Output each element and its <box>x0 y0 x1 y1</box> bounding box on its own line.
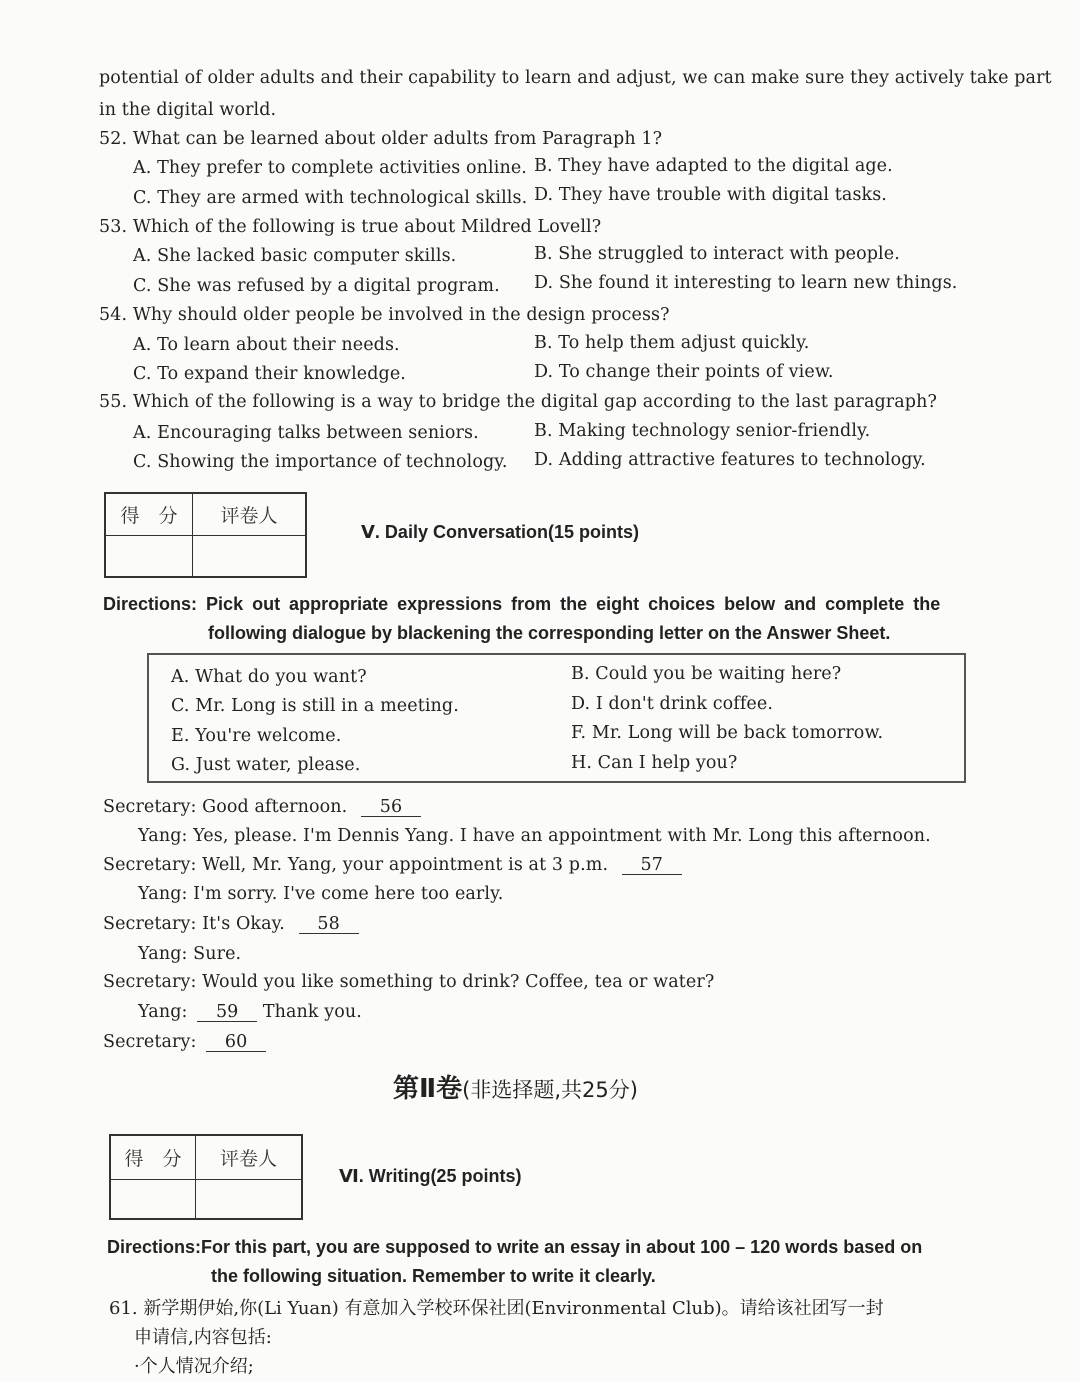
choice-b: B. Could you be waiting here? <box>571 664 842 684</box>
option-b: B. She struggled to interact with people. <box>534 244 900 264</box>
dialogue-line <box>138 884 503 904</box>
directions-label: Directions: <box>107 1237 202 1257</box>
grader-label: 评卷人 <box>193 493 307 535</box>
part-heading-sub: (非选择题,共25分) <box>462 1078 638 1102</box>
line-text: Yes, please. I'm Dennis Yang. I have an appointment with Mr. Long this afternoon. <box>193 826 931 846</box>
option-a: A. They prefer to complete activities online. <box>133 158 527 178</box>
option-a: A. She lacked basic computer skills. <box>133 246 457 266</box>
answer-blank-57[interactable]: 57 <box>622 856 682 875</box>
line-text: Good afternoon. <box>202 797 348 817</box>
option-d: D. She found it interesting to learn new things. <box>534 273 958 293</box>
question-stem: Which of the following is a way to bridge the digital gap according to the last paragraph? <box>132 392 937 412</box>
directions-text: the following situation. Remember to write it clearly. <box>211 1266 656 1286</box>
question-number: 54. <box>99 305 128 325</box>
directions-text: For this part, you are supposed to write an essay in about 100 – 120 words based on <box>201 1237 923 1257</box>
question-number: 53. <box>99 217 128 237</box>
choice-e: E. You're welcome. <box>171 726 342 746</box>
question-number: 52. <box>99 129 128 149</box>
dialogue-line <box>103 797 421 817</box>
line-text: Would you like something to drink? Coffee, tea or water? <box>202 972 715 992</box>
choice-f: F. Mr. Long will be back tomorrow. <box>571 723 884 743</box>
speaker: Secretary: <box>103 1032 197 1052</box>
question-stem: Why should older people be involved in the design process? <box>132 305 670 325</box>
choice-h: H. Can I help you? <box>571 753 738 773</box>
speaker: Secretary: <box>103 914 197 934</box>
line-text: Thank you. <box>262 1002 362 1022</box>
choice-g: G. Just water, please. <box>171 755 361 775</box>
score-label: 得 分 <box>105 493 193 535</box>
score-table <box>109 1134 303 1220</box>
option-c: C. Showing the importance of technology. <box>133 452 508 472</box>
option-c: C. She was refused by a digital program. <box>133 276 500 296</box>
answer-blank-56[interactable]: 56 <box>361 798 421 817</box>
score-cell[interactable] <box>110 1179 196 1219</box>
question-stem: Which of the following is true about Mildred Lovell? <box>132 217 602 237</box>
choice-c: C. Mr. Long is still in a meeting. <box>171 696 459 716</box>
section-title: Ⅵ. Writing(25 points) <box>339 1166 522 1186</box>
speaker: Secretary: <box>103 855 197 875</box>
line-text: It's Okay. <box>202 914 285 934</box>
writing-prompt: 61. 新学期伊始,你(Li Yuan) 有意加入学校环保社团(Environmental Club)。请给该社团写一封 <box>109 1298 884 1319</box>
option-d: D. They have trouble with digital tasks. <box>534 185 887 205</box>
speaker: Yang: <box>138 884 188 904</box>
directions <box>107 1237 922 1258</box>
writing-prompt: ·个人情况介绍; <box>134 1356 254 1377</box>
speaker: Secretary: <box>103 797 197 817</box>
part-heading <box>393 1068 638 1105</box>
option-d: D. To change their points of view. <box>534 362 834 382</box>
answer-blank-60[interactable]: 60 <box>206 1033 266 1052</box>
score-cell[interactable] <box>105 535 193 577</box>
question-number: 55. <box>99 392 128 412</box>
answer-blank-58[interactable]: 58 <box>299 915 359 934</box>
section-title: Ⅴ. Daily Conversation(15 points) <box>361 522 639 542</box>
dialogue-line <box>103 1032 266 1052</box>
grader-label: 评卷人 <box>196 1135 303 1179</box>
speaker: Yang: <box>138 826 188 846</box>
option-d: D. Adding attractive features to technology. <box>534 450 926 470</box>
passage-text-line: in the digital world. <box>99 100 277 120</box>
option-a: A. Encouraging talks between seniors. <box>133 423 479 443</box>
directions-label: Directions: <box>103 594 198 614</box>
speaker: Yang: <box>138 944 188 964</box>
dialogue-line <box>103 914 359 934</box>
speaker: Secretary: <box>103 972 197 992</box>
option-a: A. To learn about their needs. <box>133 335 400 355</box>
option-b: B. To help them adjust quickly. <box>534 333 810 353</box>
dialogue-line <box>138 1002 362 1022</box>
score-table <box>104 492 307 578</box>
option-b: B. Making technology senior-friendly. <box>534 421 871 441</box>
part-heading-main: 第Ⅱ卷 <box>393 1074 463 1104</box>
option-c: C. They are armed with technological skills. <box>133 188 528 208</box>
grader-cell[interactable] <box>196 1179 303 1219</box>
question-stem: What can be learned about older adults from Paragraph 1? <box>132 129 663 149</box>
directions <box>103 594 940 615</box>
dialogue-line <box>138 944 241 964</box>
speaker: Yang: <box>138 1002 188 1022</box>
directions-text: Pick out appropriate expressions from the eight choices below and complete the <box>206 594 941 614</box>
choice-a: A. What do you want? <box>171 667 367 687</box>
directions-text: following dialogue by blackening the corresponding letter on the Answer Sheet. <box>208 623 891 643</box>
passage-text-line: potential of older adults and their capability to learn and adjust, we can make sure they actively take part <box>99 68 1052 88</box>
dialogue-line <box>103 855 682 875</box>
line-text: Well, Mr. Yang, your appointment is at 3 p.m. <box>202 855 609 875</box>
dialogue-line <box>103 972 714 992</box>
option-c: C. To expand their knowledge. <box>133 364 406 384</box>
line-text: Sure. <box>193 944 242 964</box>
dialogue-line <box>138 826 931 846</box>
score-label: 得 分 <box>110 1135 196 1179</box>
choice-d: D. I don't drink coffee. <box>571 694 773 714</box>
grader-cell[interactable] <box>193 535 307 577</box>
answer-blank-59[interactable]: 59 <box>197 1003 257 1022</box>
line-text: I'm sorry. I've come here too early. <box>193 884 504 904</box>
option-b: B. They have adapted to the digital age. <box>534 156 893 176</box>
writing-prompt: 申请信,内容包括: <box>134 1327 272 1348</box>
